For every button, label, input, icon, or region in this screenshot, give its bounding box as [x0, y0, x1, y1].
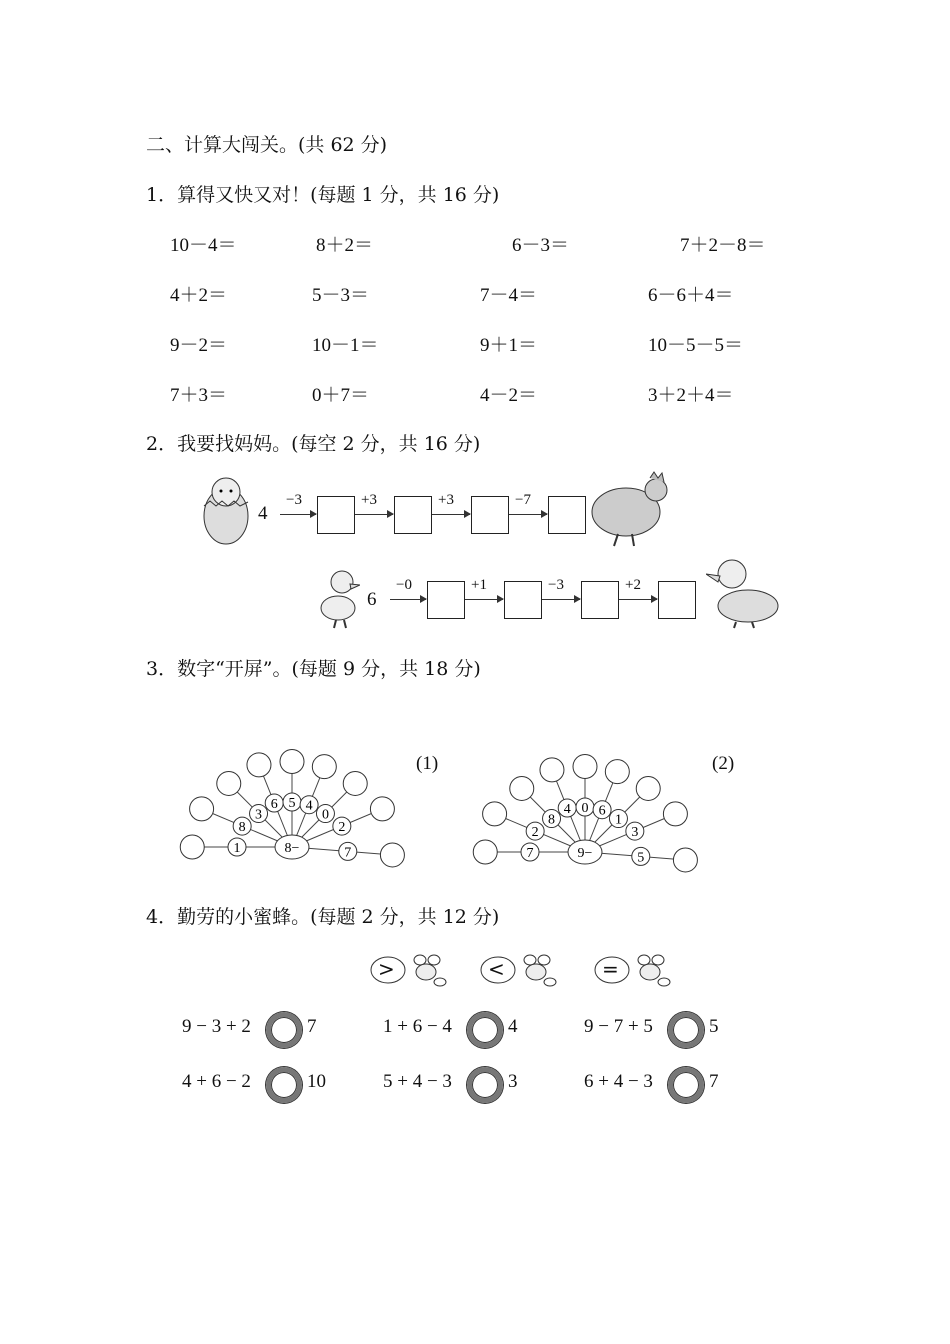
section-title: 二、计算大闯关。(共 62 分)	[146, 134, 388, 156]
arithmetic-problem: 9＋1＝	[480, 335, 538, 356]
peacock-center: 8−	[284, 841, 300, 856]
answer-circle[interactable]	[636, 776, 660, 800]
answer-box[interactable]	[504, 581, 542, 619]
arithmetic-problem: 9－2＝	[170, 335, 228, 356]
answer-circle[interactable]	[510, 776, 534, 800]
operation-label: −3	[286, 492, 302, 508]
start-number: 4	[258, 503, 268, 524]
expression-left: 4 + 6 − 2	[182, 1071, 251, 1092]
comparison-symbol: <	[488, 957, 505, 981]
arrow	[280, 514, 316, 515]
arrow	[390, 599, 426, 600]
peacock-center: 9−	[577, 846, 593, 861]
comparison-symbol: >	[378, 957, 395, 981]
answer-circle[interactable]	[380, 843, 404, 867]
answer-box[interactable]	[581, 581, 619, 619]
peacock-number: 8	[548, 812, 556, 828]
peacock-number: 4	[305, 798, 313, 814]
arithmetic-problem: 7＋3＝	[170, 385, 228, 406]
peacock-number: 5	[288, 796, 296, 811]
expression-left: 6 + 4 − 3	[584, 1071, 653, 1092]
answer-circle[interactable]	[605, 760, 629, 784]
answer-circle[interactable]	[217, 771, 241, 795]
expression-left: 1 + 6 − 4	[383, 1016, 452, 1037]
arithmetic-problem: 10－4＝	[170, 235, 237, 256]
expression-right: 10	[307, 1071, 326, 1092]
peacock-number: 3	[631, 825, 639, 841]
q3-title: 3．数字“开屏”。(每题 9 分，共 18 分)	[146, 658, 481, 680]
operation-label: −7	[515, 492, 531, 508]
answer-box[interactable]	[427, 581, 465, 619]
answer-circle[interactable]	[663, 802, 687, 826]
arithmetic-problem: 7＋2－8＝	[680, 235, 766, 256]
bee-symbol-card	[594, 950, 674, 990]
peacock-number: 0	[581, 801, 589, 816]
arrow	[509, 514, 547, 515]
answer-circle[interactable]	[312, 755, 336, 779]
q1-title: 1．算得又快又对！(每题 1 分，共 16 分)	[146, 184, 500, 206]
bee-symbol-card	[370, 950, 450, 990]
arrow	[619, 599, 657, 600]
expression-right: 3	[508, 1071, 518, 1092]
arrow	[355, 514, 393, 515]
expression-right: 5	[709, 1016, 719, 1037]
arithmetic-problem: 10－1＝	[312, 335, 379, 356]
peacock-number: 2	[338, 820, 346, 836]
answer-circle[interactable]	[483, 802, 507, 826]
answer-ring[interactable]	[668, 1067, 704, 1103]
answer-box[interactable]	[548, 496, 586, 534]
peacock-number: 1	[614, 812, 622, 828]
peacock-number: 0	[321, 807, 329, 823]
arithmetic-problem: 3＋2＋4＝	[648, 385, 734, 406]
answer-circle[interactable]	[190, 797, 214, 821]
peacock-number: 2	[531, 825, 539, 841]
operation-label: +1	[471, 577, 487, 593]
expression-left: 9 − 7 + 5	[584, 1016, 653, 1037]
answer-circle[interactable]	[673, 848, 697, 872]
answer-box[interactable]	[317, 496, 355, 534]
answer-circle[interactable]	[280, 750, 304, 774]
operation-label: −0	[396, 577, 412, 593]
answer-box[interactable]	[394, 496, 432, 534]
answer-circle[interactable]	[473, 840, 497, 864]
peacock-number: 3	[255, 807, 263, 823]
peacock-number: 1	[233, 841, 241, 856]
arrow	[542, 599, 580, 600]
q2-title: 2．我要找妈妈。(每空 2 分，共 16 分)	[146, 433, 481, 455]
q4-title: 4．勤劳的小蜜蜂。(每题 2 分，共 12 分)	[146, 906, 500, 928]
start-number: 6	[367, 589, 377, 610]
expression-left: 9 − 3 + 2	[182, 1016, 251, 1037]
expression-right: 7	[307, 1016, 317, 1037]
arithmetic-problem: 4＋2＝	[170, 285, 228, 306]
answer-box[interactable]	[658, 581, 696, 619]
arithmetic-problem: 6－6＋4＝	[648, 285, 734, 306]
arithmetic-problem: 5－3＝	[312, 285, 370, 306]
answer-circle[interactable]	[180, 835, 204, 859]
arithmetic-problem: 7－4＝	[480, 285, 538, 306]
peacock-number: 7	[526, 846, 534, 861]
answer-ring[interactable]	[266, 1067, 302, 1103]
arrow	[432, 514, 470, 515]
peacock-number: 6	[270, 797, 278, 813]
answer-ring[interactable]	[467, 1012, 503, 1048]
answer-circle[interactable]	[247, 753, 271, 777]
arithmetic-problem: 0＋7＝	[312, 385, 370, 406]
comparison-symbol: =	[602, 957, 619, 981]
arithmetic-problem: 8＋2＝	[316, 235, 374, 256]
answer-circle[interactable]	[573, 755, 597, 779]
peacock-1-label: (1)	[416, 753, 439, 774]
bee-symbol-card	[480, 950, 560, 990]
answer-circle[interactable]	[540, 758, 564, 782]
peacock-number: 6	[598, 803, 606, 819]
peacock-number: 4	[563, 802, 571, 818]
answer-ring[interactable]	[266, 1012, 302, 1048]
answer-circle[interactable]	[343, 771, 367, 795]
answer-ring[interactable]	[467, 1067, 503, 1103]
expression-right: 7	[709, 1071, 719, 1092]
arrow	[465, 599, 503, 600]
arithmetic-problem: 10－5－5＝	[648, 335, 744, 356]
operation-label: +2	[625, 577, 641, 593]
arithmetic-problem: 6－3＝	[512, 235, 570, 256]
expression-left: 5 + 4 − 3	[383, 1071, 452, 1092]
arithmetic-problem: 4－2＝	[480, 385, 538, 406]
answer-box[interactable]	[471, 496, 509, 534]
peacock-number: 7	[344, 845, 352, 861]
operation-label: +3	[361, 492, 377, 508]
operation-label: +3	[438, 492, 454, 508]
peacock-number: 8	[238, 820, 246, 836]
peacock-number: 5	[637, 850, 645, 866]
expression-right: 4	[508, 1016, 518, 1037]
operation-label: −3	[548, 577, 564, 593]
answer-ring[interactable]	[668, 1012, 704, 1048]
peacock-2-label: (2)	[712, 753, 735, 774]
answer-circle[interactable]	[370, 797, 394, 821]
